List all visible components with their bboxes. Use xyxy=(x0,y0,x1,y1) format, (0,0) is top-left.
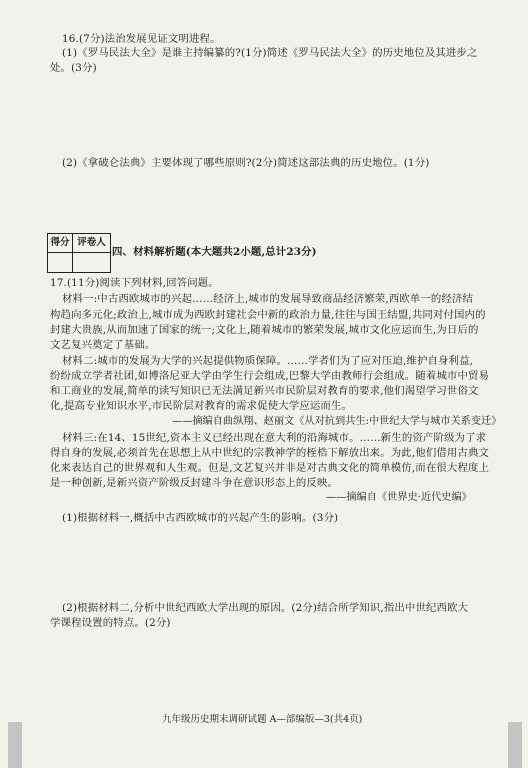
material3-line: 材料三:在14、15世纪,资本主义已经出现在意大利的沿海城市。……新生的资产阶级为了求 xyxy=(62,432,487,444)
q17-sub1: (1)根据材料一,概括中古西欧城市的兴起产生的影响。(3分) xyxy=(62,512,339,524)
material2-line: 纷纷成立学者社团,如博洛尼亚大学由学生行会组成,巴黎大学由教师行会组成。随着城市中贸易 xyxy=(50,370,490,382)
material1-line: 封建大贵族,从而加速了国家的统一;文化上,随着城市的繁荣发展,城市文化应运而生,为日后的 xyxy=(50,324,479,336)
material2-line: 化,提高专业知识水平,市民阶层对教育的需求促使大学应运而生。 xyxy=(50,400,353,412)
material3-line: 得自身的发展,必须首先在思想上从中世纪的宗教神学的桎梏下解放出来。为此,他们借用古典文 xyxy=(50,447,490,459)
q16-title: 16.(7分)法治发展见证文明进程。 xyxy=(62,33,221,45)
score-label: 得分 xyxy=(50,237,70,248)
q16-sub2: (2)《拿破仑法典》主要体现了哪些原则?(2分)简述这部法典的历史地位。(1分) xyxy=(62,157,430,169)
material2-line: 材料二:城市的发展为大学的兴起提供物质保障。……学者们为了应对压迫,维护自身利益, xyxy=(62,355,474,367)
score-box-column-divider xyxy=(72,234,73,272)
material2-line: 和工商业的发展,简单的读写知识已无法满足新兴市民阶层对教育的要求,他们渴望学习世俗文 xyxy=(50,385,479,397)
q16-sub1: (1)《罗马民法大全》是谁主持编纂的?(1分)简述《罗马民法大全》的历史地位及其进步之 xyxy=(62,47,478,59)
material3-source: ——摘编自《世界史·近代史编》 xyxy=(326,492,472,503)
score-box xyxy=(47,233,111,273)
score-box-divider xyxy=(48,252,110,253)
q17-sub2-cont: 学课程设置的特点。(2分) xyxy=(50,617,171,629)
material1-line: 材料一:中古西欧城市的兴起……经济上,城市的发展导致商品经济繁荣,西欧单一的经济结 xyxy=(62,293,474,305)
grader-label: 评卷人 xyxy=(77,237,106,248)
q17-sub2: (2)根据材料二,分析中世纪西欧大学出现的原因。(2分)结合所学知识,指出中世纪西欧大 xyxy=(62,602,469,614)
scan-corner-mark xyxy=(8,722,22,768)
material2-source: ——摘编自曲纵翔、赵丽文《从对抗到共生:中世纪大学与城市关系变迁》 xyxy=(172,416,502,427)
scan-corner-mark xyxy=(508,722,522,768)
material3-line: 化来表达自己的世界观和人生观。但是,文艺复兴并非是对古典文化的简单模仿,而在很大程度上 xyxy=(50,462,490,474)
page-footer: 九年级历史期末调研试题 A—部编版—3(共4页) xyxy=(162,714,363,725)
q16-sub1-cont: 处。(3分) xyxy=(50,62,97,74)
material3-line: 是一种创新,是新兴资产阶级反封建斗争在意识形态上的反映。 xyxy=(50,477,339,489)
q17-intro: 17.(11分)阅读下列材料,回答问题。 xyxy=(50,277,219,289)
material1-line: 文艺复兴奠定了基础。 xyxy=(50,339,156,351)
section-title: 四、材料解析题(本大题共2小题,总计23分) xyxy=(112,246,317,258)
material1-line: 构趋向多元化;政治上,城市成为西欧封建社会中新的政治力量,往往与国王结盟,共同对付国内的 xyxy=(50,309,486,321)
